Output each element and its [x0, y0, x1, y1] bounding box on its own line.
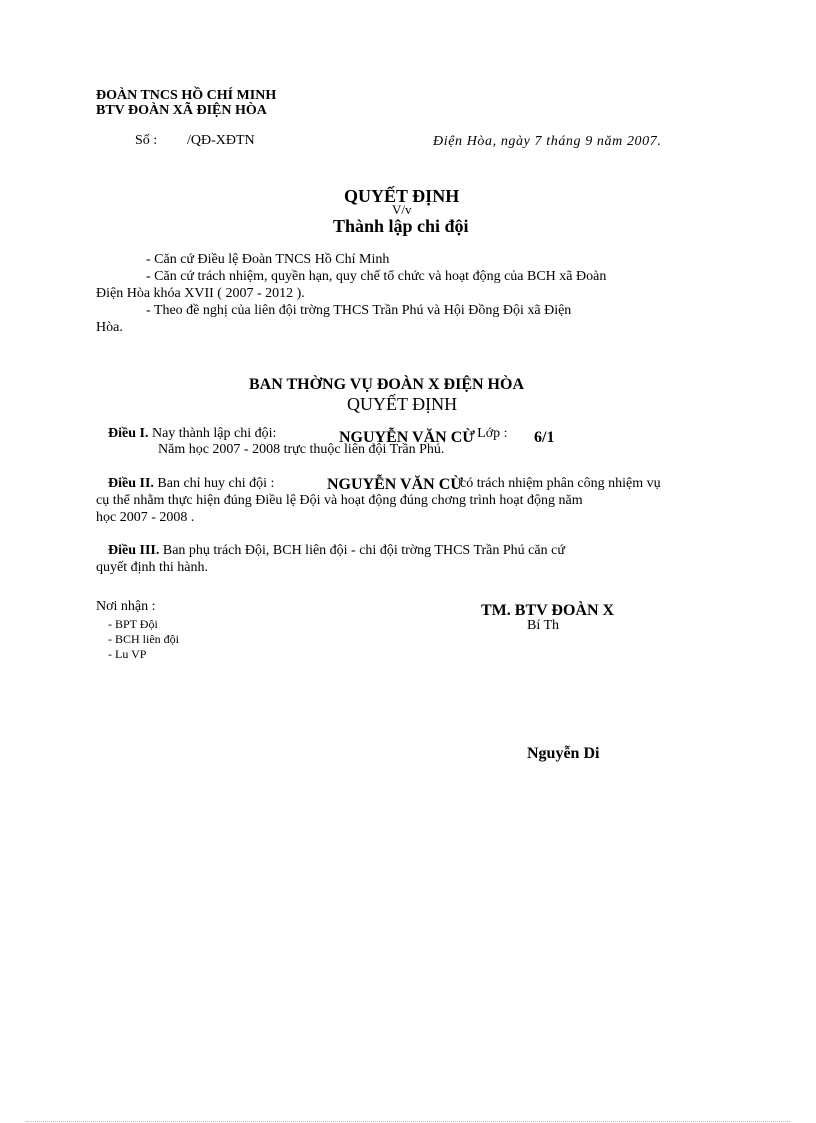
article-2-text-after: có trách nhiệm phân công nhiệm vụ [460, 476, 661, 491]
org-line-2: BTV ĐOÀN XÃ ĐIỆN HÒA [96, 103, 267, 118]
recipient-item: - Lu VP [108, 647, 147, 661]
article-2-line-3: học 2007 - 2008 . [96, 510, 195, 525]
document-date: Điện Hòa, ngày 7 tháng 9 năm 2007. [433, 134, 662, 149]
decision-heading: QUYẾT ĐỊNH [347, 394, 458, 414]
article-3-label: Điều III. [108, 543, 160, 558]
article-2-text [108, 477, 274, 491]
basis-line-5: Hòa. [96, 320, 123, 335]
article-1-class-value: 6/1 [534, 429, 555, 446]
article-1-text [108, 427, 276, 441]
signature-title: TM. BTV ĐOÀN X [481, 602, 615, 619]
document-subject: Thành lập chi đội [333, 216, 469, 236]
signature-role: Bí Th [527, 618, 560, 633]
article-1-line-2: Năm học 2007 - 2008 trực thuộc liên đội Trần Phú. [158, 442, 445, 457]
issuer-heading: BAN THỜNG VỤ ĐOÀN X ĐIỆN HÒA [249, 376, 524, 393]
article-2-body: Ban chỉ huy chi đội : [157, 476, 275, 491]
article-2-unit-name: NGUYỄN VĂN CỪ [327, 476, 463, 493]
document-number-code: /QĐ-XĐTN [187, 133, 255, 148]
article-1-body: Nay thành lập chi đội: [151, 426, 277, 441]
recipient-item: - BCH liên đội [108, 632, 179, 646]
document-number-label: Số : [135, 133, 158, 148]
title-vv: V/v [392, 202, 412, 217]
recipients-label: Nơi nhận : [96, 599, 156, 614]
article-1-unit-name: NGUYỄN VĂN CỪ [339, 429, 475, 446]
page-bottom-divider [26, 1121, 790, 1122]
org-line-1: ĐOÀN TNCS HỒ CHÍ MINH [96, 88, 277, 103]
basis-line-1: - Căn cứ Điều lệ Đoàn TNCS Hồ Chí Minh [146, 252, 390, 267]
basis-line-4: - Theo đề nghị của liên đội trờng THCS Trần Phú và Hội Đồng Đội xã Điện [146, 303, 572, 318]
signer-name: Nguyễn Di [527, 745, 600, 762]
recipient-item: - BPT Đội [108, 617, 158, 631]
article-1-label: Điều I. [108, 426, 149, 441]
article-2-line-2: cụ thể nhằm thực hiện đúng Điều lệ Đội và hoạt động đúng chơng trình hoạt động năm [96, 493, 583, 508]
basis-line-3: Điện Hòa khóa XVII ( 2007 - 2012 ). [96, 286, 305, 301]
document-title: QUYẾT ĐỊNH [344, 186, 460, 206]
article-3-text [108, 544, 565, 558]
article-3-body: Ban phụ trách Đội, BCH liên đội - chi đội trờng THCS Trần Phú căn cứ [162, 543, 565, 558]
article-3-line-2: quyết định thi hành. [96, 560, 208, 575]
basis-line-2: - Căn cứ trách nhiệm, quyền hạn, quy chế tổ chức và hoạt động của BCH xã Đoàn [146, 269, 607, 284]
article-2-label: Điều II. [108, 476, 154, 491]
article-1-class-label: - Lớp : [469, 426, 508, 441]
